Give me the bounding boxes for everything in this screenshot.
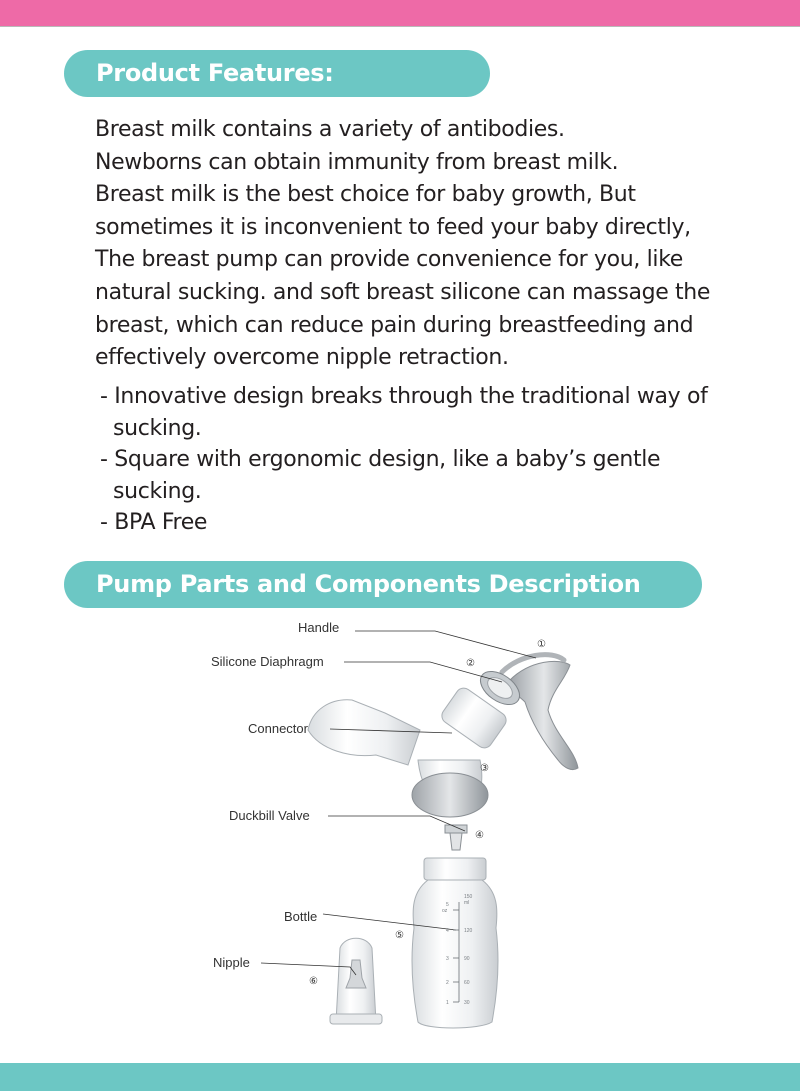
intro-line: effectively overcome nipple retraction.	[95, 345, 509, 371]
product-features-heading: Product Features:	[64, 50, 490, 97]
bottle-oz-mark: 3	[446, 956, 449, 962]
part-number: ⑤	[395, 930, 404, 941]
bottle-oz-unit: oz	[442, 908, 448, 914]
top-pink-band	[0, 0, 800, 26]
bullet-item-continuation: sucking.	[113, 478, 202, 504]
bottle-ml-mark: 60	[464, 980, 470, 986]
intro-line: natural sucking. and soft breast silicone can massage the	[95, 279, 711, 305]
nipple-part	[330, 938, 382, 1024]
part-number: ①	[537, 639, 546, 650]
bullet-item-continuation: sucking.	[113, 415, 202, 441]
part-number: ④	[475, 830, 484, 841]
part-number: ②	[466, 658, 475, 669]
pump-parts-heading: Pump Parts and Components Description	[64, 561, 702, 608]
intro-line: Breast milk is the best choice for baby growth, But	[95, 182, 636, 208]
part-number: ⑥	[309, 976, 318, 987]
bottle-ml-mark: 90	[464, 956, 470, 962]
breast-pump-parts-diagram	[180, 610, 620, 1050]
duckbill-valve-label: Duckbill Valve	[229, 808, 310, 823]
intro-line: The breast pump can provide convenience for you, like	[95, 247, 683, 273]
bottle-ml-mark: 150	[464, 894, 473, 900]
bullet-item: - Square with ergonomic design, like a baby’s gentle	[100, 447, 661, 472]
nipple-label: Nipple	[213, 955, 250, 970]
handle-label: Handle	[298, 620, 340, 635]
bottle-ml-mark: 30	[464, 1000, 470, 1006]
feature-bullet-list	[100, 381, 790, 539]
bottle-part	[412, 858, 498, 1028]
handle-part	[502, 655, 578, 770]
intro-line: sometimes it is inconvenient to feed your baby directly,	[95, 214, 691, 240]
duckbill-valve-part	[445, 825, 467, 850]
bullet-item: - BPA Free	[100, 510, 208, 535]
silicone-diaphragm-label: Silicone Diaphragm	[211, 654, 324, 669]
intro-line: breast, which can reduce pain during breastfeeding and	[95, 312, 694, 338]
bottle-ml-unit: ml	[464, 900, 470, 906]
bottle-label: Bottle	[284, 909, 318, 924]
bottle-oz-mark: 4	[446, 928, 449, 934]
bullet-item: - Innovative design breaks through the traditional way of	[100, 384, 708, 409]
bottle-oz-mark: 5	[446, 902, 449, 908]
intro-line: Breast milk contains a variety of antibodies.	[95, 117, 565, 142]
bottle-ml-mark: 120	[464, 928, 473, 934]
bottle-oz-mark: 1	[446, 1000, 449, 1006]
connector-part	[308, 685, 509, 817]
bottle-oz-mark: 2	[446, 980, 449, 986]
top-divider	[0, 26, 800, 27]
bottom-teal-band	[0, 1063, 800, 1091]
connector-label: Connector	[248, 721, 308, 736]
part-number: ③	[480, 763, 489, 774]
intro-paragraph	[95, 114, 775, 375]
intro-line: Newborns can obtain immunity from breast milk.	[95, 149, 619, 175]
